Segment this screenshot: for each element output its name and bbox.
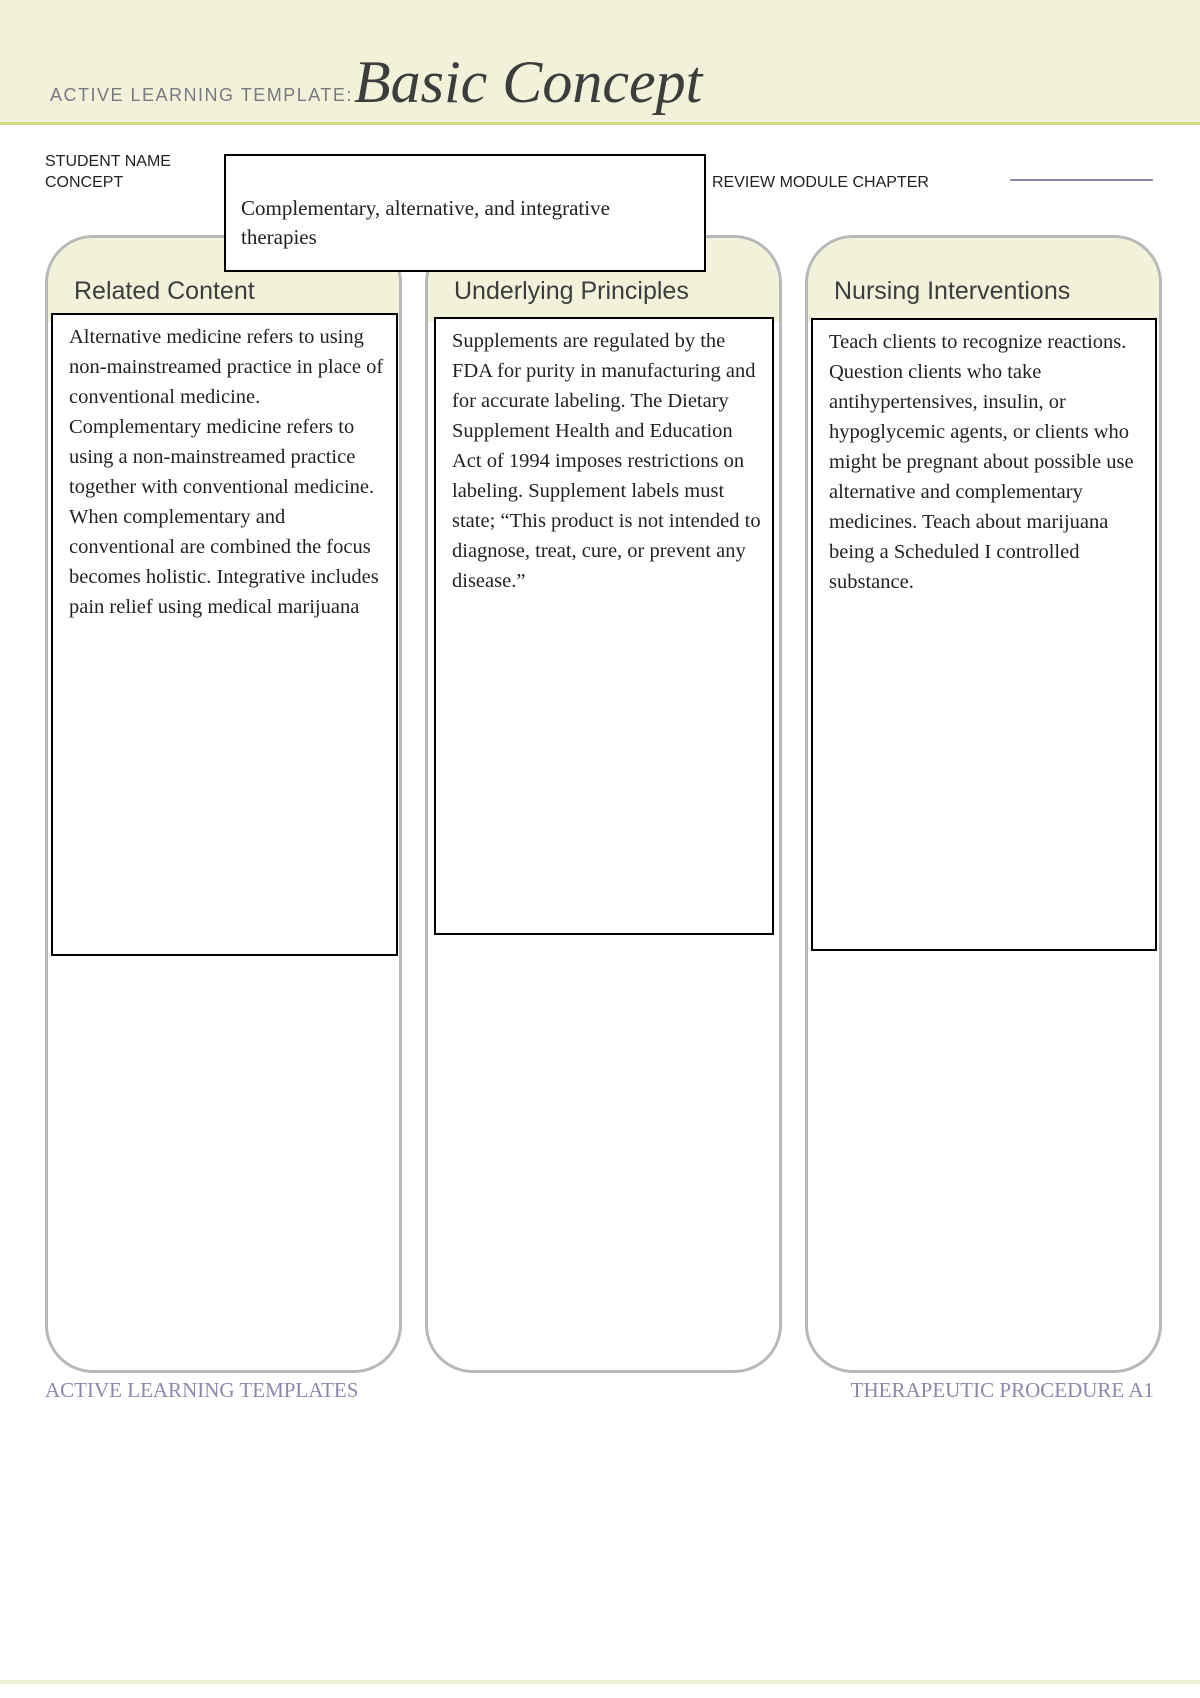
concept-field[interactable]: Complementary, alternative, and integrative therapies [224, 154, 706, 272]
footer-left-label: ACTIVE LEARNING TEMPLATES [45, 1378, 359, 1402]
template-label: ACTIVE LEARNING TEMPLATE: [50, 85, 353, 105]
review-module-input-line[interactable] [1010, 179, 1153, 181]
page-bottom-rule [0, 1680, 1200, 1684]
template-title: Basic Concept [354, 49, 703, 115]
concept-label: CONCEPT [45, 174, 124, 191]
footer-right-label: THERAPEUTIC PROCEDURE A1 [850, 1378, 1154, 1402]
underlying-principles-text[interactable]: Supplements are regulated by the FDA for purity in manufacturing and for accurate labeling. The Dietary Supplement Health and Education Act of 1994 imposes restrictions on labeling. Supplement labels must state; “This product is not intended to diagnose, treat, cure, or prevent any disease.” [434, 317, 774, 935]
nursing-interventions-text[interactable]: Teach clients to recognize reactions. Question clients who take antihypertensives, insulin, or hypoglycemic agents, or clients who might be pregnant about possible use alternative and complementary medicines. Teach about marijuana being a Scheduled I controlled substance. [811, 318, 1157, 951]
review-module-label: REVIEW MODULE CHAPTER [712, 174, 929, 191]
related-content-text[interactable]: Alternative medicine refers to using non-mainstreamed practice in place of conventional medicine. Complementary medicine refers to using a non-mainstreamed practice together with conventional medicine. When complementary and conventional are combined the focus becomes holistic. Integrative includes pain relief using medical marijuana [51, 313, 398, 956]
nursing-interventions-title: Nursing Interventions [834, 277, 1071, 305]
related-content-title: Related Content [74, 277, 255, 305]
underlying-principles-title: Underlying Principles [454, 277, 689, 305]
student-name-label: STUDENT NAME [45, 153, 171, 170]
